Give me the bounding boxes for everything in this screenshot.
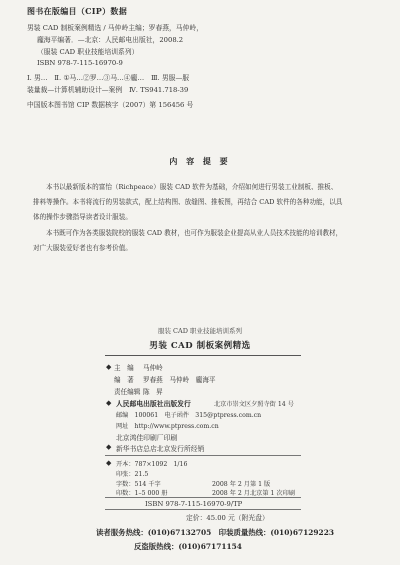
cip-classification: 装量裁—计算机辅助设计—案例 Ⅳ. TS941.718-39 (27, 86, 189, 94)
cip-line: 龐海平编著．—北京：人民邮电出版社，2008.2 (37, 36, 184, 44)
bullet-icon: ◆ (106, 363, 112, 371)
role-label: 主 编 (114, 364, 134, 372)
book-format: 开本：787×1092 1/16 (116, 461, 188, 468)
role-name: 陈 昇 (143, 388, 163, 396)
cip-record-number: 中国版本图书馆 CIP 数据核字（2007）第 156456 号 (27, 101, 194, 109)
abstract-line: 体的操作步骤指导读者设计服装。 (33, 213, 132, 221)
service-hotlines: 读者服务热线：(010)67132705 印装质量热线：(010)67129223 (96, 528, 334, 537)
abstract-line: 本书以最新版本的富怡（Richpeace）服装 CAD 软件为基础，介绍如何进行男装工业制板、推板、 (46, 183, 338, 191)
divider (105, 355, 301, 356)
printing: 2008 年 2 月北京第 1 次印刷 (212, 490, 295, 497)
printed-sheets: 印张：21.5 (116, 471, 149, 478)
cip-title: 图书在版编目（CIP）数据 (27, 6, 128, 16)
divider (105, 497, 301, 498)
word-count: 字数：514 千字 (116, 481, 161, 488)
printer: 北京鸿佳印刷厂印刷 (116, 434, 178, 442)
print-run: 印数：1–5 000 册 (116, 490, 168, 497)
cip-isbn: ISBN 978-7-115-16970-9 (37, 59, 123, 67)
divider (105, 509, 301, 510)
postcode-email: 邮编 100061 电子函件 315@ptpress.com.cn (116, 412, 262, 419)
cip-line: 男装 CAD 制板案例精选 / 马仲岭主编；罗春燕，马仲岭， (27, 24, 204, 32)
book-title: 男装 CAD 制板案例精选 (149, 341, 251, 351)
price: 定价：45.00 元（附光盘） (186, 514, 269, 522)
publisher-address: 北京市崇文区夕照寺街 14 号 (214, 401, 294, 408)
abstract-line: 排料等操作。本书将流行的男装款式，配上结构图、放缝图、推板图，再结合 CAD 软件的各种功能，以具 (33, 198, 343, 206)
cip-classification: Ⅰ. 男… Ⅱ. ①马…②罗…③马…④龐… Ⅲ. 男服—服 (27, 74, 190, 82)
role-name: 马仲岭 (143, 364, 163, 372)
divider (105, 455, 301, 456)
cip-line: （服装 CAD 职业技能培训系列） (37, 48, 139, 56)
publisher: 人民邮电出版社出版发行 (116, 400, 191, 408)
role-name: 罗春燕 马仲岭 龐海平 (143, 376, 216, 384)
abstract-line: 本书既可作为各类服装院校的服装 CAD 教材，也可作为服装企业提高从业人员技术技能的培训教材， (46, 229, 343, 237)
abstract-heading: 内 容 提 要 (169, 156, 231, 166)
bullet-icon: ◆ (106, 399, 112, 407)
abstract-line: 对广大服装爱好者也有参考价值。 (33, 244, 132, 252)
isbn: ISBN 978-7-115-16970-9/TP (145, 500, 243, 508)
bullet-icon: ◆ (106, 459, 112, 467)
series-name: 服装 CAD 职业技能培训系列 (157, 327, 242, 335)
distributor: 新华书店总店北京发行所经销 (116, 445, 205, 453)
role-label: 责任编辑 (114, 388, 141, 396)
bullet-icon: ◆ (106, 443, 112, 451)
anti-piracy-hotline: 反盗版热线：(010)67171154 (134, 542, 242, 551)
edition: 2008 年 2 月第 1 版 (212, 481, 271, 488)
website: 网址 http://www.ptpress.com.cn (116, 423, 219, 430)
role-label: 编 著 (114, 376, 134, 384)
